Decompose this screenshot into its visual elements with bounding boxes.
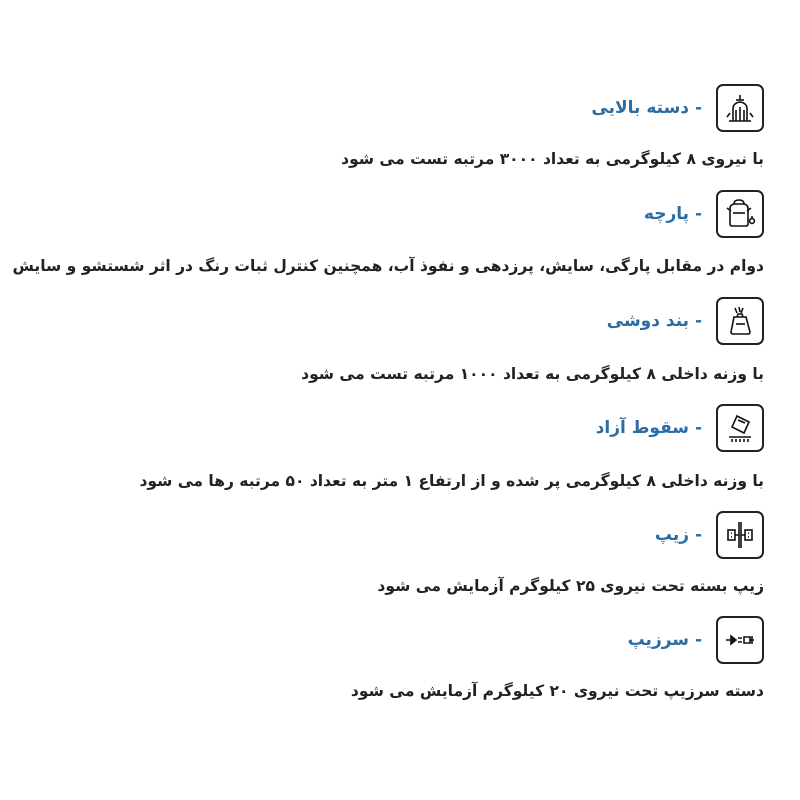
feature-title: - زیپ xyxy=(654,525,702,545)
zipper-pull-icon xyxy=(716,616,764,664)
top-handle-icon xyxy=(716,84,764,132)
feature-heading xyxy=(644,188,764,240)
feature-heading xyxy=(655,509,764,561)
feature-heading xyxy=(591,82,764,134)
feature-title: - دسته بالایی xyxy=(591,98,702,118)
feature-title: - سقوط آزاد xyxy=(595,418,702,438)
feature-description: زیپ بسته تحت نیروی ۲۵ کیلوگرم آزمایش می شود xyxy=(377,577,764,595)
feature-title: - بند دوشی xyxy=(606,311,702,331)
feature-description: دسته سرزیپ تحت نیروی ۲۰ کیلوگرم آزمایش می شود xyxy=(350,682,764,700)
feature-title: - پارچه xyxy=(643,204,702,224)
feature-title: - سرزیپ xyxy=(627,630,702,650)
feature-heading xyxy=(596,402,764,454)
feature-description: دوام در مقابل پارگی، سایش، پرزدهی و نفوذ آب، همچنین کنترل ثبات رنگ در اثر شستشو و سایش xyxy=(12,257,764,275)
feature-heading xyxy=(628,614,764,666)
free-fall-icon xyxy=(716,404,764,452)
feature-description: با وزنه داخلی ۸ کیلوگرمی پر شده و از ارتفاع ۱ متر به تعداد ۵۰ مرتبه رها می شود xyxy=(139,472,764,490)
zipper-icon xyxy=(716,511,764,559)
fabric-icon xyxy=(716,190,764,238)
feature-description: با وزنه داخلی ۸ کیلوگرمی به تعداد ۱۰۰۰ مرتبه تست می شود xyxy=(301,365,764,383)
feature-heading xyxy=(607,295,764,347)
shoulder-strap-icon xyxy=(716,297,764,345)
feature-description: با نیروی ۸ کیلوگرمی به تعداد ۳۰۰۰ مرتبه تست می شود xyxy=(341,150,764,168)
